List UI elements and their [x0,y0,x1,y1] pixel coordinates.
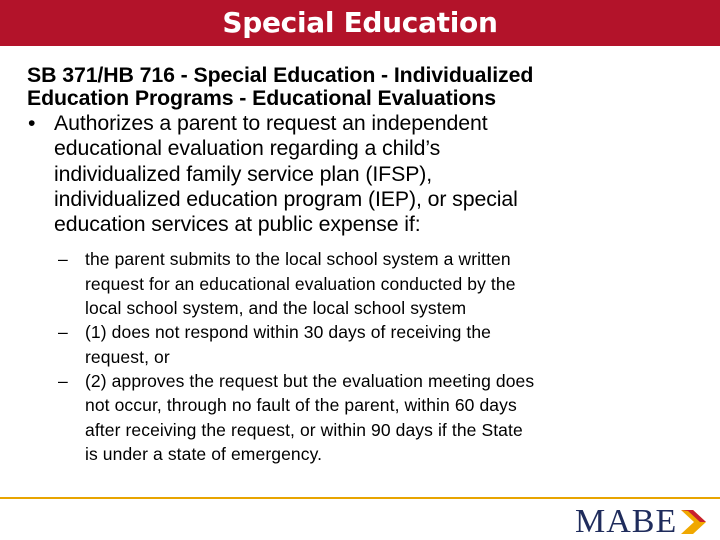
bill-heading-line-1: SB 371/HB 716 - Special Education - Individualized [27,63,534,87]
bill-heading-line-2: Education Programs - Educational Evaluations [27,86,496,110]
sub-bullet-2-line-1: (1) does not respond within 30 days of receiving the [85,322,491,343]
main-bullet [27,111,699,237]
sub-bullet-list [27,247,699,466]
bullet-icon: • [28,111,36,135]
sub-bullet-3 [58,369,699,466]
main-bullet-line-2: educational evaluation regarding a child’s [54,136,441,161]
dash-icon: – [58,249,68,270]
mabe-logo [575,505,713,539]
sub-bullet-1 [58,247,699,320]
sub-bullet-3-line-1: (2) approves the request but the evaluation meeting does [85,370,535,391]
main-bullet-line-3: individualized family service plan (IFSP), [54,161,433,186]
sub-bullet-2-line-2: request, or [85,346,170,367]
sub-bullet-2 [58,320,699,369]
slide-content [27,64,699,466]
sub-bullet-3-line-2: not occur, through no fault of the parent, within 60 days [85,395,517,416]
arrow-chevron-icon [679,507,713,537]
main-bullet-line-5: education services at public expense if: [54,212,421,237]
footer-rule [0,497,720,499]
sub-bullet-1-line-2: request for an educational evaluation conducted by the [85,273,516,294]
logo-text: MABE [575,503,678,540]
bill-heading [27,64,699,110]
slide-title: Special Education [222,6,498,39]
sub-bullet-3-line-3: after receiving the request, or within 90 days if the State [85,419,523,440]
dash-icon: – [58,322,68,343]
sub-bullet-3-line-4: is under a state of emergency. [85,443,323,464]
main-bullet-line-1: Authorizes a parent to request an independent [54,111,488,135]
sub-bullet-1-line-3: local school system, and the local school system [85,298,467,319]
sub-bullet-1-line-1: the parent submits to the local school system a written [85,249,511,270]
title-bar [0,0,720,46]
main-bullet-line-4: individualized education program (IEP), or special [54,186,518,211]
dash-icon: – [58,370,68,391]
